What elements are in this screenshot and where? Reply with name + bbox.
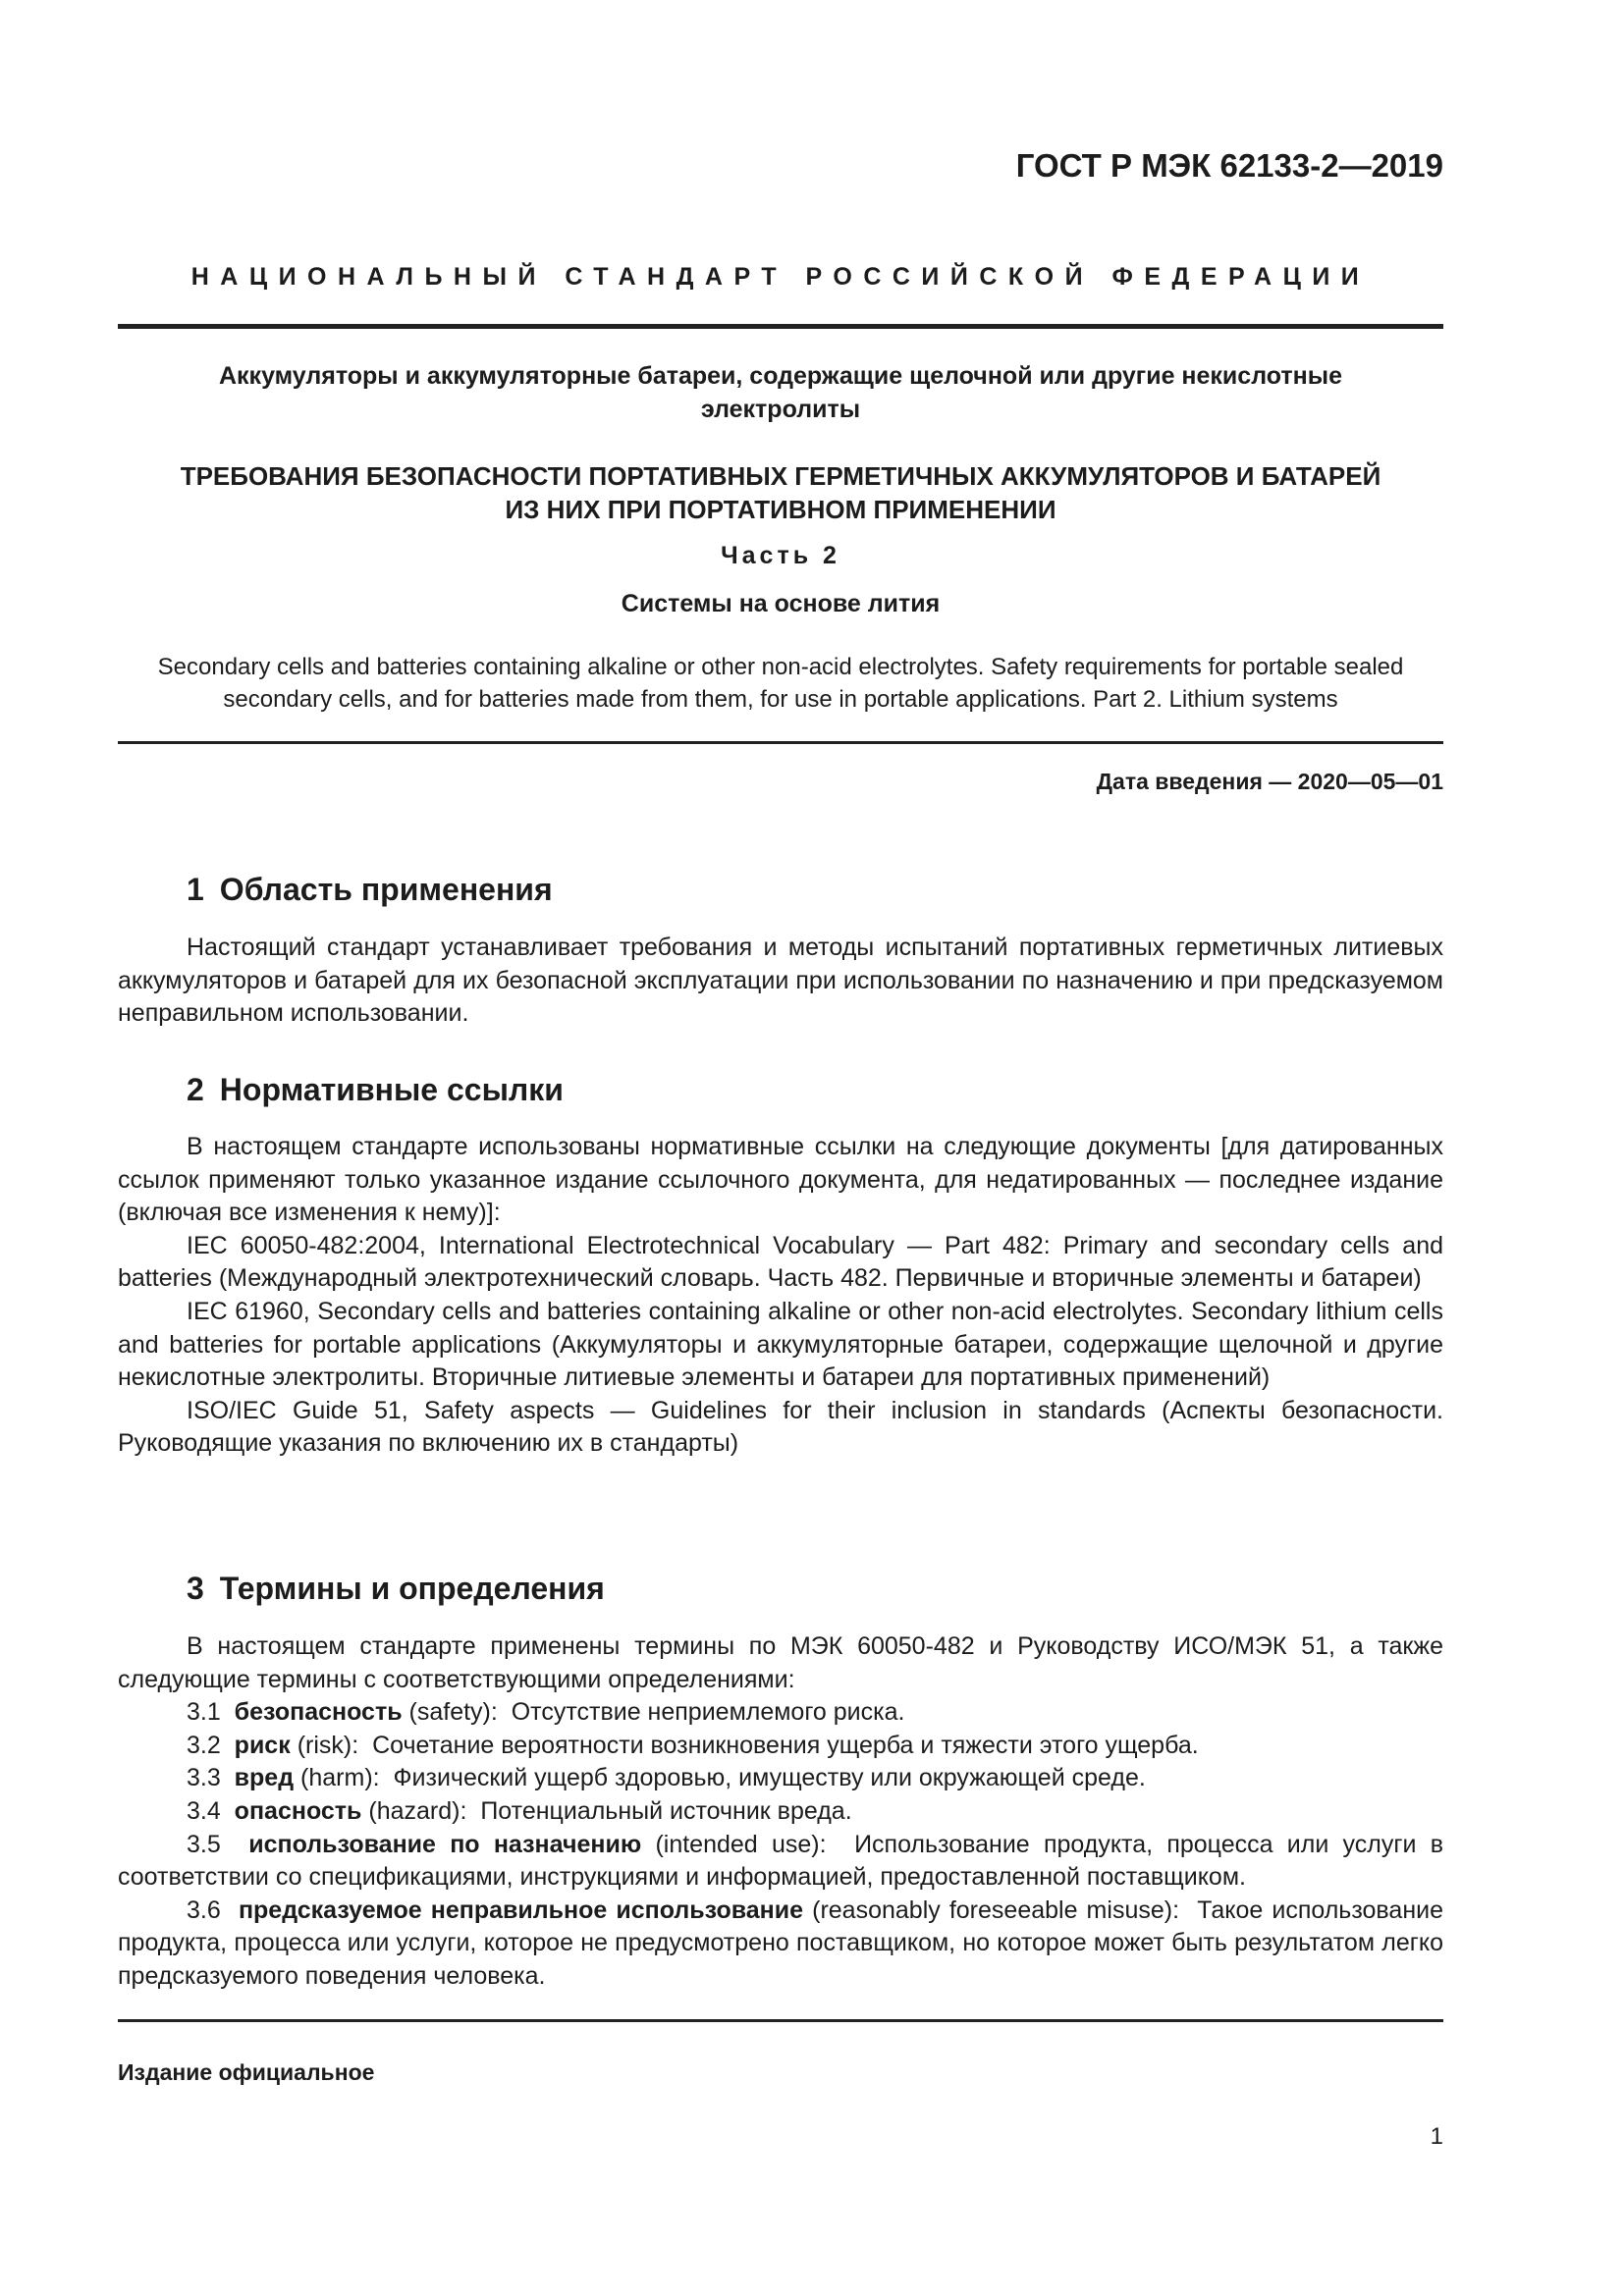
term-definition: 3.4 опасность (hazard): Потенциальный источник вреда. [187,1796,852,1825]
header-rule [118,324,1443,329]
part-label: Часть 2 [721,542,840,569]
term: безопасность [234,1698,403,1727]
reference-item: ISO/IEC Guide 51, Safety aspects — Guidelines for their inclusion in standards (Аспекты безопасности. Руководящие указания по включению их в стандарты) [118,1396,1443,1458]
paragraph: В настоящем стандарте использованы нормативные ссылки на следующие документы [для датированных ссылок применяют только указанное издание ссылочного документа, для недатированных — последнее издание (включая все изменения к нему)]: [118,1133,1443,1227]
title-line-2: электролиты [700,396,861,423]
gost-identifier: ГОСТ Р МЭК 62133-2—2019 [1015,147,1443,184]
term: риск [234,1731,291,1759]
main-title-line-2: ИЗ НИХ ПРИ ПОРТАТИВНОМ ПРИМЕНЕНИИ [505,495,1056,524]
national-standard-banner: НАЦИОНАЛЬНЫЙ СТАНДАРТ РОССИЙСКОЙ ФЕДЕРАЦИИ [190,263,1371,291]
section-2-body [118,1131,1443,1461]
section-number: 1 [187,872,204,907]
term: опасность [234,1796,362,1825]
section-title: Термины и определения [219,1571,605,1606]
main-title-line-1: ТРЕБОВАНИЯ БЕЗОПАСНОСТИ ПОРТАТИВНЫХ ГЕРМЕТИЧНЫХ АККУМУЛЯТОРОВ И БАТАРЕЙ [180,461,1381,491]
paragraph: В настоящем стандарте применены термины по МЭК 60050-482 и Руководству ИСО/МЭК 51, а также следующие термины с соответствующими определениями: [118,1632,1443,1693]
section-title: Область применения [219,872,553,907]
title-rule [118,741,1443,744]
subtitle: Системы на основе лития [621,590,941,617]
section-heading-2 [187,1072,564,1108]
title-line-1: Аккумуляторы и аккумуляторные батареи, содержащие щелочной или другие некислотные [218,362,1343,390]
reference-item: IEC 60050-482:2004, International Electrotechnical Vocabulary — Part 482: Primary and secondary cells and batteries (Международный электротехнический словарь. Часть 482. Первичные и вторичные элементы и батареи) [118,1231,1443,1293]
reference-item: IEC 61960, Secondary cells and batteries containing alkaline or other non-acid electrolytes. Secondary lithium cells and batteries for portable applications (Аккумуляторы и аккумуляторные батареи, содержащие щелочной и другие некислотные электролиты. Вторичные литиевые элементы и батареи для портативных применений) [118,1297,1443,1392]
section-number: 2 [187,1072,204,1107]
paragraph: Настоящий стандарт устанавливает требования и методы испытаний портативных герметичных литиевых аккумуляторов и батарей для их безопасной эксплуатации при использовании по назначению и при предсказуемом неправильном использовании. [118,934,1443,1028]
term: предсказуемое неправильное использование [238,1896,804,1924]
term-definition: 3.2 риск (risk): Сочетание вероятности возникновения ущерба и тяжести этого ущерба. [187,1731,1199,1759]
term: вред [234,1764,295,1792]
english-title-line-2: secondary cells, and for batteries made from them, for use in portable applications. Part 2. Lithium systems [223,686,1338,713]
section-3-body [118,1630,1443,1994]
term-definition: 3.3 вред (harm): Физический ущерб здоровью, имуществу или окружающей среде. [187,1764,1146,1792]
term-definition: 3.1 безопасность (safety): Отсутствие неприемлемого риска. [187,1698,905,1727]
edition-note: Издание официальное [118,2059,375,2085]
term-definition: 3.6 предсказуемое неправильное использование (reasonably foreseeable misuse): Такое использование продукта, процесса или услуги, которое не предусмотрено поставщиком, но которое может быть результатом легко предсказуемого поведения человека. [118,1896,1443,1990]
section-1-body [118,932,1443,1031]
term-definition: 3.5 использование по назначению (intended use): Использование продукта, процесса или услуги в соответствии со спецификациями, инструкциями и информацией, предоставленной поставщиком. [118,1830,1443,1892]
term: использование по назначению [248,1830,642,1858]
english-title-line-1: Secondary cells and batteries containing alkaline or other non-acid electrolytes. Safety requirements for portable sealed [157,654,1404,680]
section-title: Нормативные ссылки [219,1072,564,1107]
section-heading-3 [187,1571,605,1607]
section-number: 3 [187,1571,204,1606]
page-number: 1 [1430,2123,1443,2150]
section-heading-1 [187,872,553,908]
introduction-date: Дата введения — 2020—05—01 [1096,769,1443,794]
footer-rule [118,2019,1443,2022]
